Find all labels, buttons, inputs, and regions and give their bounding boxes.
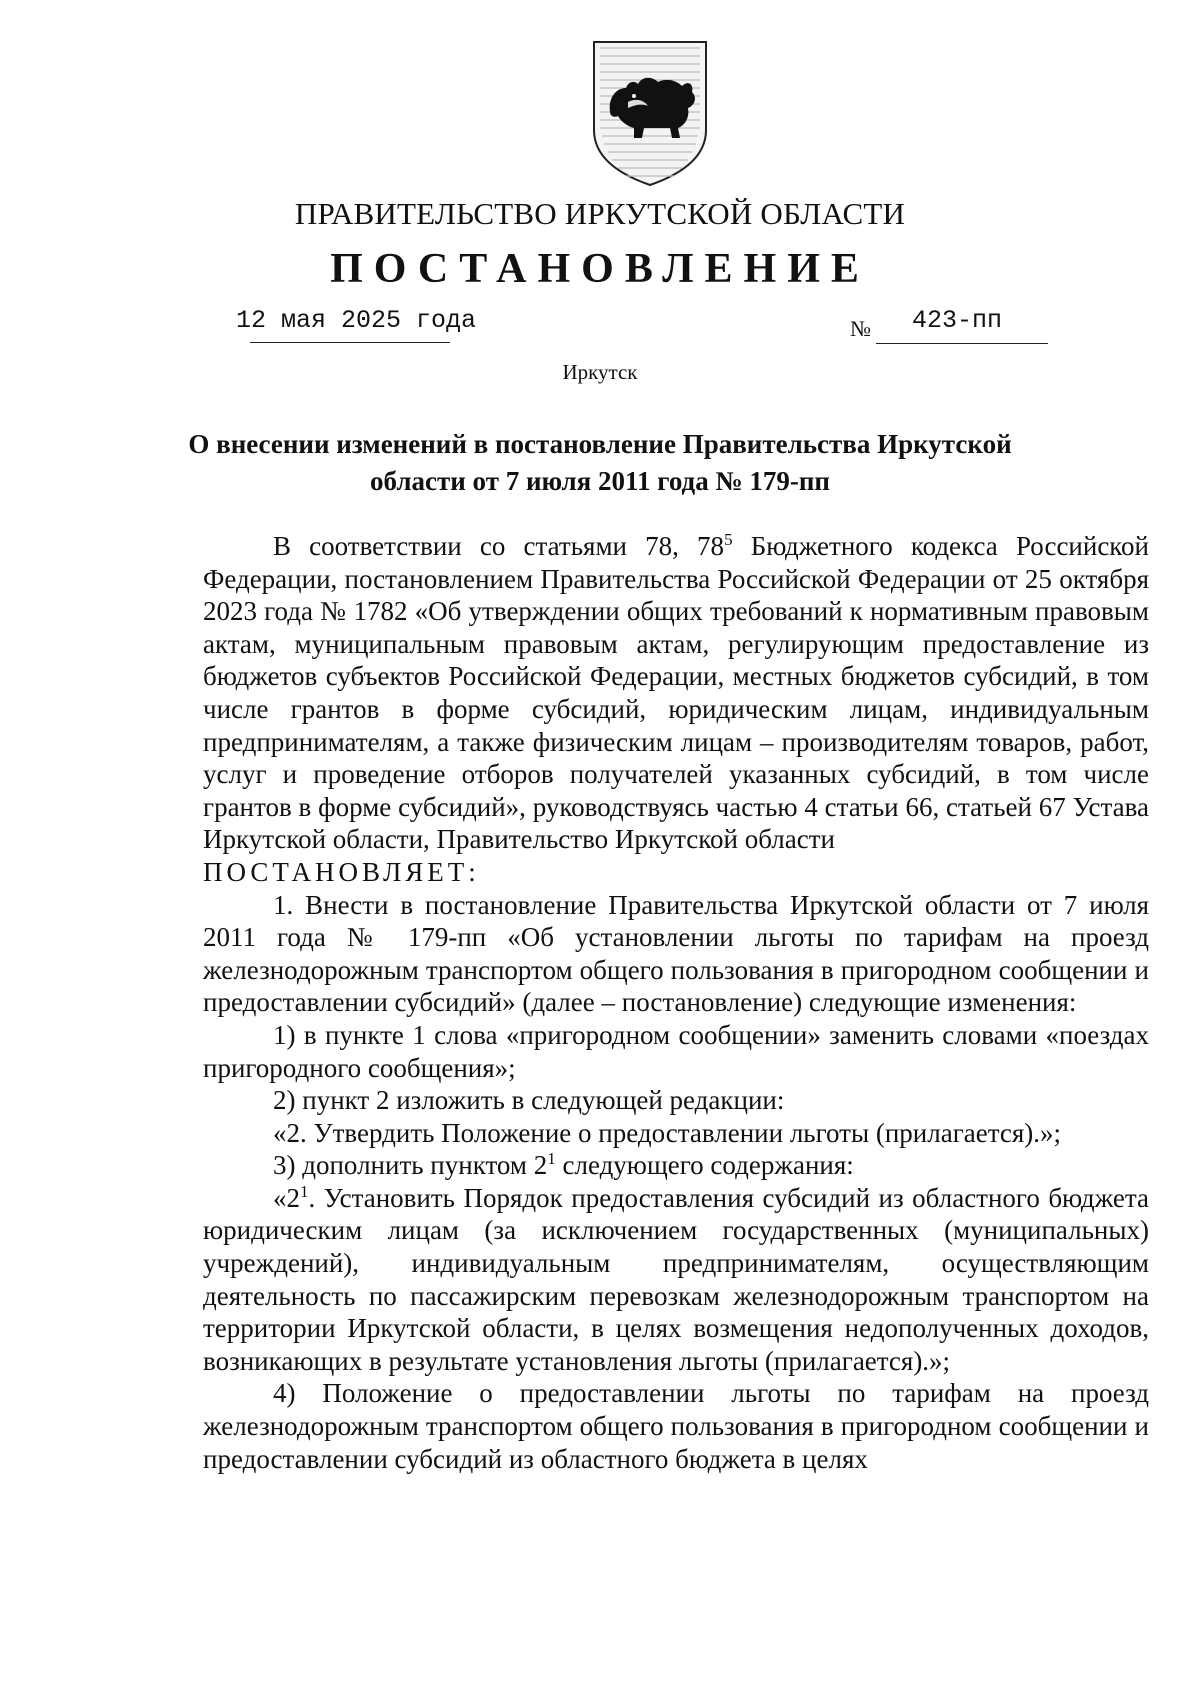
document-number: 423-пп	[912, 306, 1003, 335]
city: Иркутск	[562, 360, 638, 384]
document-type: ПОСТАНОВЛЕНИЕ	[330, 246, 870, 292]
subclause-3-text-end: . Установить Порядок предоставления субсидий из областного бюджета юридическим лицам (за исключением государственных (муниципальных) учреждений), индивидуальным предпринимателям, осуществляющим деятельность по пассажирским перевозкам железнодорожным транспортом на территории Иркутской области, в целях возмещения недополученных доходов, возникающих в результате установления льготы (прилагается).»;	[203, 1182, 1149, 1376]
document-date: 12 мая 2025 года	[236, 306, 477, 335]
resolves-heading: ПОСТАНОВЛЯЕТ:	[203, 856, 480, 887]
title-line-1: О внесении изменений в постановление Правительства Иркутской	[188, 429, 1012, 459]
subclause-3-start: 3) дополнить пунктом 2	[273, 1150, 548, 1181]
number-sign: №	[850, 316, 871, 341]
coat-of-arms-icon	[588, 38, 712, 188]
subclause-1: 1) в пункте 1 слова «пригородном сообщении» заменить словами «поездах пригородного сообщения»;	[203, 1019, 1149, 1083]
subclause-3-text	[203, 1182, 1149, 1378]
preamble-text-end: Бюджетного кодекса Российской Федерации, постановлением Правительства Российской Федерации от 25 октября 2023 года № 1782 «Об утверждении общих требований к нормативным правовым актам, муниципальным правовым актам, регулирующим предоставление из бюджетов субъектов Российской Федерации, местных бюджетов субсидий, в том числе грантов в форме субсидий, юридическим лицам, индивидуальным предпринимателям, а также физическим лицам – производителям товаров, работ, услуг и проведение отборов получателей указанных субсидий, в том числе грантов в форме субсидий», руководствуясь частью 4 статьи 66, статьей 67 Устава Иркутской области, Правительство Иркутской области	[203, 531, 1149, 855]
subclause-2: 2) пункт 2 изложить в следующей редакции:	[273, 1085, 785, 1116]
superscript: 5	[724, 530, 733, 549]
organization-name: ПРАВИТЕЛЬСТВО ИРКУТСКОЙ ОБЛАСТИ	[294, 196, 906, 231]
number-underline	[876, 343, 1048, 344]
superscript: 1	[547, 1149, 556, 1169]
document-body	[203, 530, 1149, 1475]
preamble-text-start: В соответствии со статьями 78, 78	[273, 531, 725, 561]
document-title	[150, 426, 1050, 500]
subclause-4: 4) Положение о предоставлении льготы по тарифам на проезд железнодорожным транспортом общего пользования в пригородном сообщении и предоставлении субсидий из областного бюджета в целях	[203, 1378, 1149, 1474]
title-line-2: области от 7 июля 2011 года № 179-пп	[370, 466, 830, 496]
subclause-3-end: следующего содержания:	[555, 1150, 854, 1181]
subclause-3	[203, 1149, 1149, 1182]
date-underline	[250, 342, 450, 343]
superscript: 1	[300, 1181, 309, 1201]
clause-1: 1. Внести в постановление Правительства Иркутской области от 7 июля 2011 года № 179-пп «Об установлении льготы по тарифам на проезд железнодорожным транспортом общего пользования в пригородном сообщении и предоставлении субсидий» (далее – постановление) следующие изменения:	[203, 889, 1149, 1018]
subclause-3-text-start: «2	[273, 1182, 300, 1213]
subclause-2-text: «2. Утвердить Положение о предоставлении льготы (прилагается).»;	[273, 1117, 1062, 1148]
preamble-paragraph	[203, 530, 1149, 856]
